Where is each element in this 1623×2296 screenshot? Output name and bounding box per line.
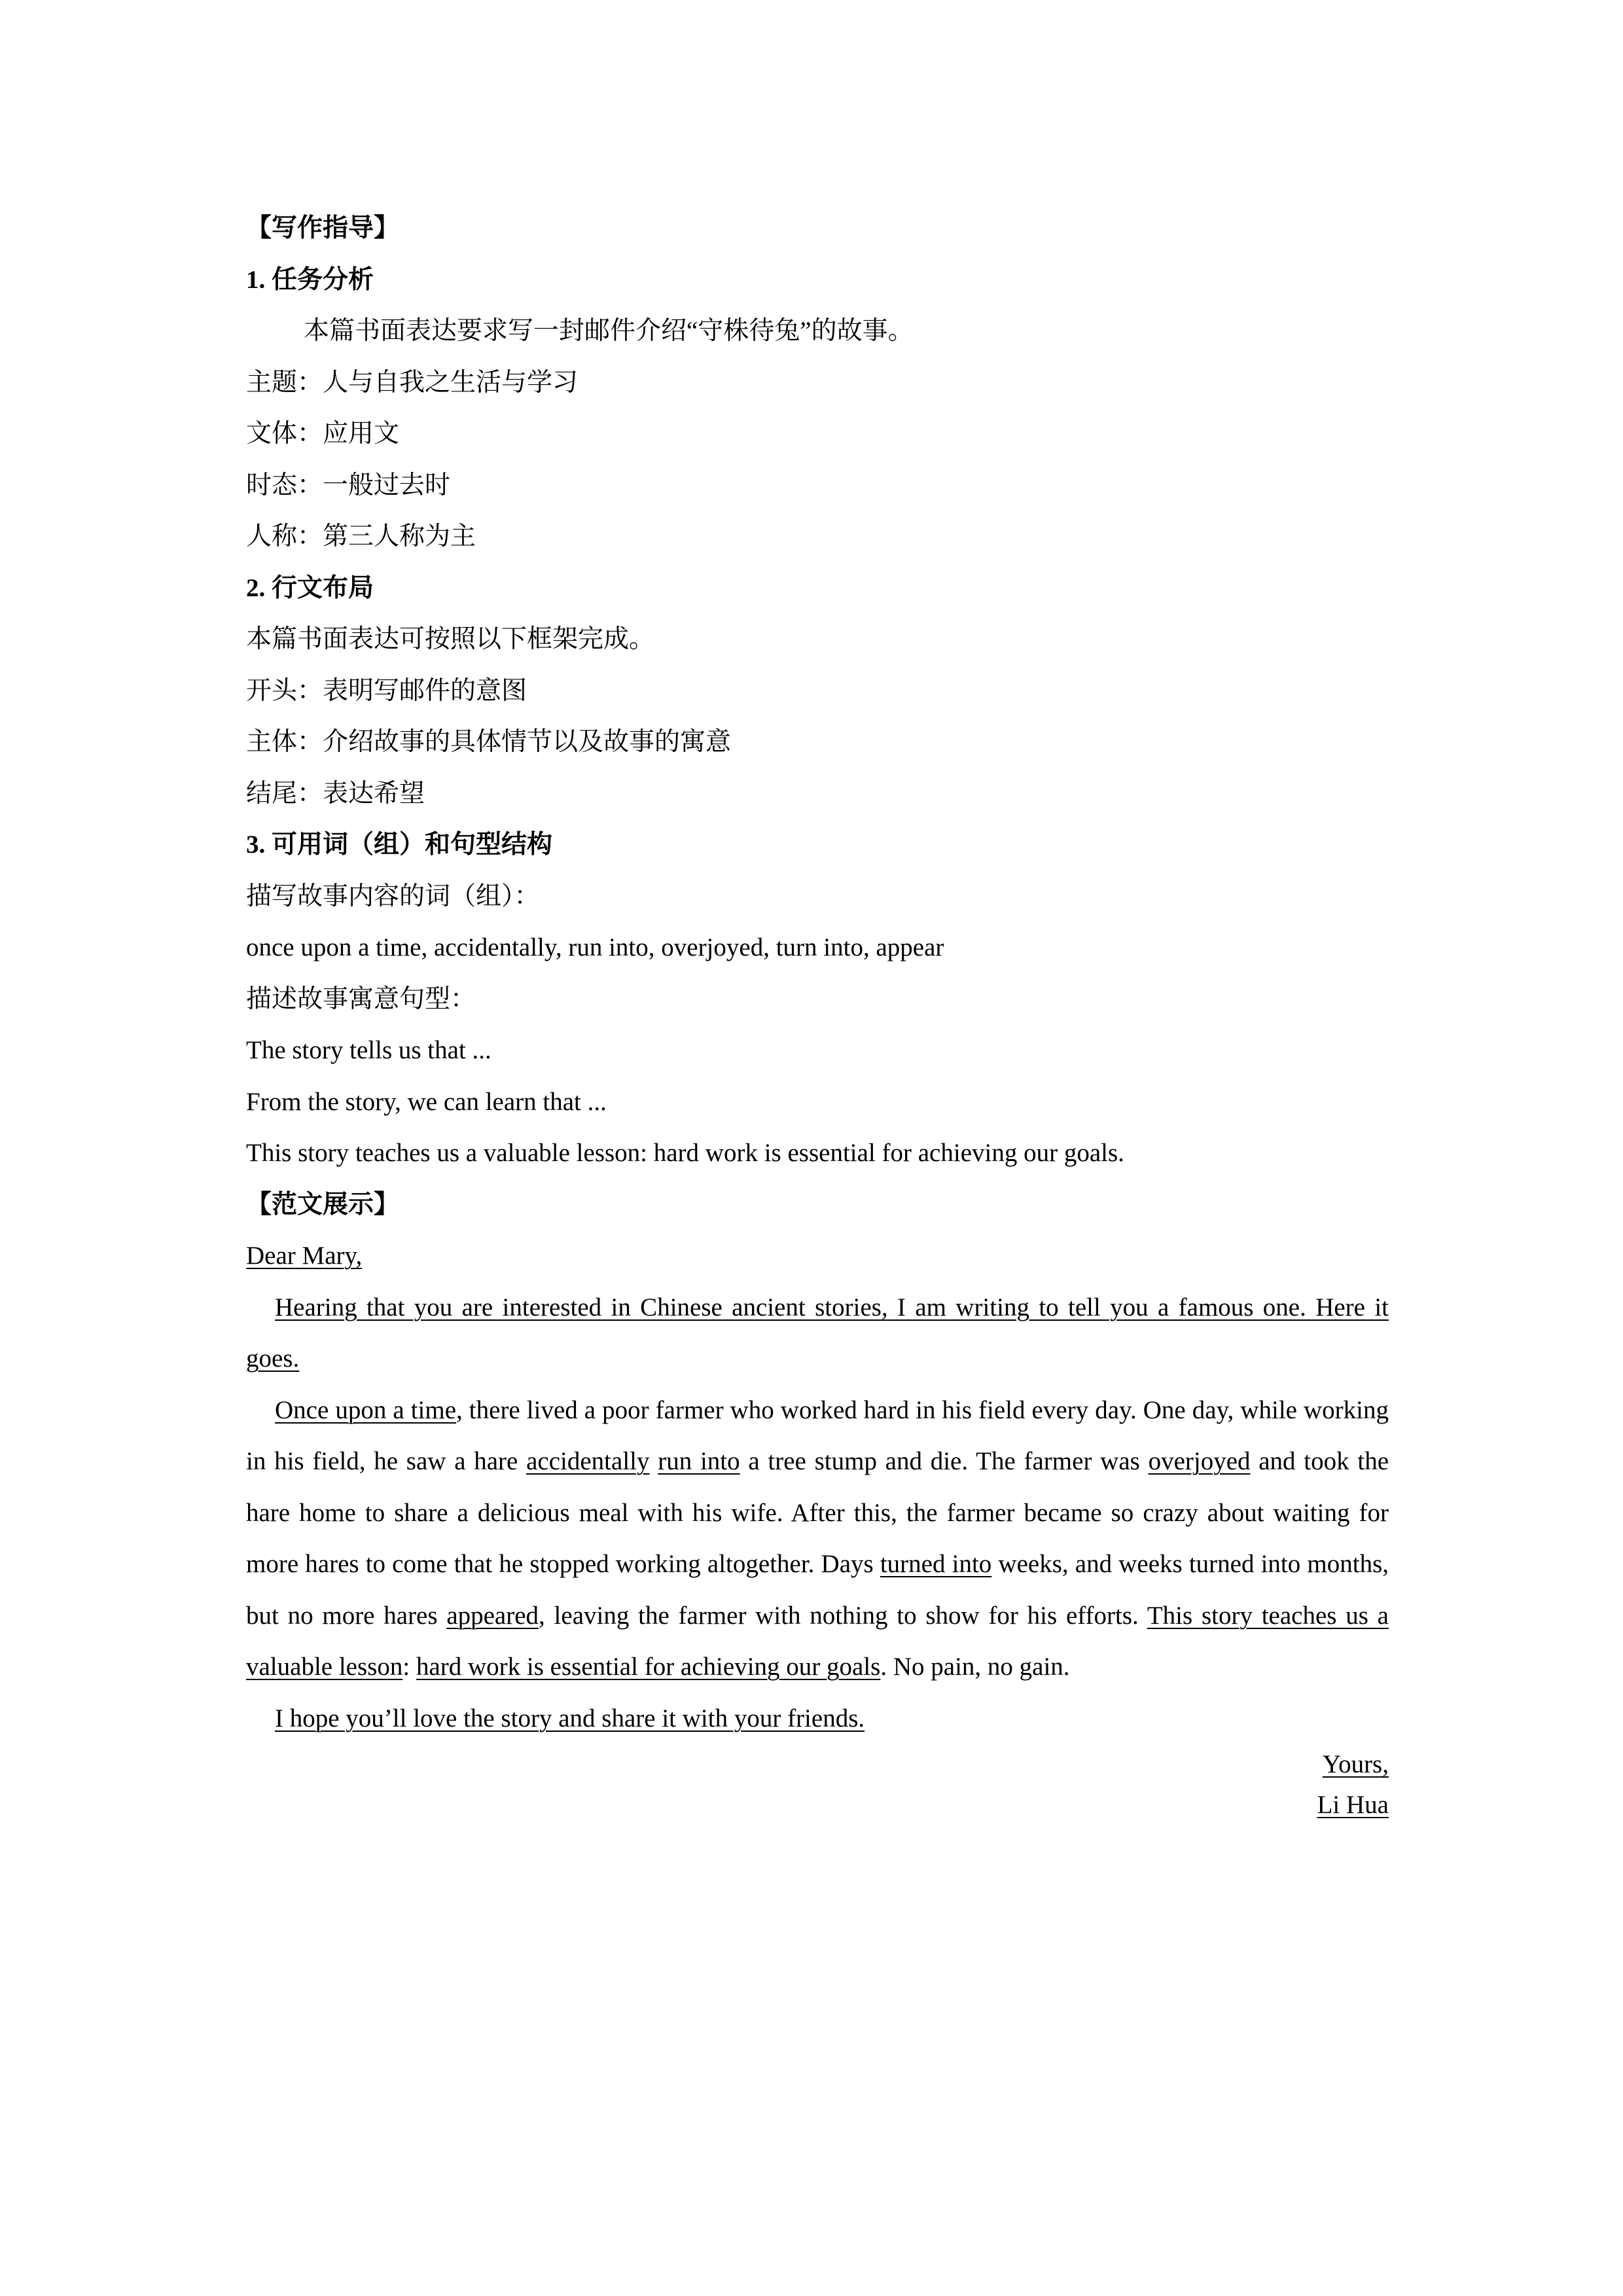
section-2-heading: 2. 行文布局 [246, 573, 374, 602]
section-2-intro: 本篇书面表达可按照以下框架完成。 [246, 625, 655, 653]
paragraph-1 [246, 1282, 1389, 1385]
paragraph-2-text: . No pain, no gain. [880, 1653, 1070, 1681]
phrase-once-upon-a-time: Once upon a time [275, 1395, 457, 1424]
paragraph-3-text: I hope you’ll love the story and share it with your friends. [275, 1704, 865, 1732]
space [650, 1447, 658, 1475]
paragraph-2-text: : [402, 1653, 416, 1681]
phrase-appeared: appeared [446, 1601, 539, 1630]
paragraph-2-text: , there lived a poor farmer who worked hard in his field every day. One day, while working in his field, he saw a hare [246, 1395, 1389, 1475]
sentence-pattern: From the story, we can learn that ... [246, 1087, 607, 1116]
paragraph-2-text: and took the hare home to share a delicious meal with his wife. After this, the farmer became so crazy about waiting for more hares to come that he stopped working altogether. Days [246, 1447, 1389, 1578]
paragraph-3 [246, 1693, 1389, 1745]
section-3-heading: 3. 可用词（组）和句型结构 [246, 831, 553, 859]
closing-line [246, 1744, 1389, 1785]
phrase-accidentally: accidentally [526, 1447, 650, 1475]
paragraph-2-text: , leaving the farmer with nothing to show for his efforts. [539, 1601, 1147, 1630]
sample-title: 【范文展示】 [246, 1190, 400, 1219]
words-list: once upon a time, accidentally, run into, overjoyed, turn into, appear [246, 933, 944, 961]
salutation: Dear Mary, [246, 1242, 363, 1270]
sentence-pattern: This story teaches us a valuable lesson: hard work is essential for achieving our goals. [246, 1139, 1124, 1167]
paragraph-2 [246, 1385, 1389, 1693]
section-1-intro: 本篇书面表达要求写一封邮件介绍“守株待兔”的故事。 [304, 317, 914, 345]
section-1-item: 人称：第三人称为主 [246, 522, 476, 550]
section-1-item: 主题：人与自我之生活与学习 [246, 368, 579, 397]
paragraph-1-text: Hearing that you are interested in Chinese ancient stories, I am writing to tell you a famous one. Here it goes. [246, 1293, 1389, 1372]
words-label: 描写故事内容的词（组）： [246, 882, 540, 910]
guide-title: 【写作指导】 [246, 214, 400, 242]
section-1-item: 文体：应用文 [246, 420, 400, 448]
section-2-item: 结尾：表达希望 [246, 779, 425, 808]
phrase-run-into: run into [658, 1447, 740, 1475]
phrase-overjoyed: overjoyed [1148, 1447, 1251, 1475]
section-2-item: 主体：介绍故事的具体情节以及故事的寓意 [246, 728, 732, 756]
section-1-heading: 1. 任务分析 [246, 265, 374, 294]
phrase-hard-work: hard work is essential for achieving our goals [416, 1653, 881, 1681]
section-2-item: 开头：表明写邮件的意图 [246, 676, 527, 705]
closing: Yours, [1322, 1750, 1389, 1778]
paragraph-2-text: a tree stump and die. The farmer was [740, 1447, 1149, 1475]
signature-line [246, 1785, 1389, 1825]
paragraph-2-text: weeks, and weeks turned into months, but no more hares [246, 1550, 1389, 1630]
sentences-label: 描述故事寓意句型： [246, 984, 476, 1013]
section-1-item: 时态：一般过去时 [246, 471, 451, 499]
signature: Li Hua [1317, 1791, 1389, 1819]
phrase-turned-into: turned into [880, 1550, 992, 1578]
document-page [246, 203, 1389, 1825]
sentence-pattern: The story tells us that ... [246, 1036, 491, 1064]
phrase-valuable-lesson: This story teaches us a valuable lesson [246, 1601, 1389, 1681]
